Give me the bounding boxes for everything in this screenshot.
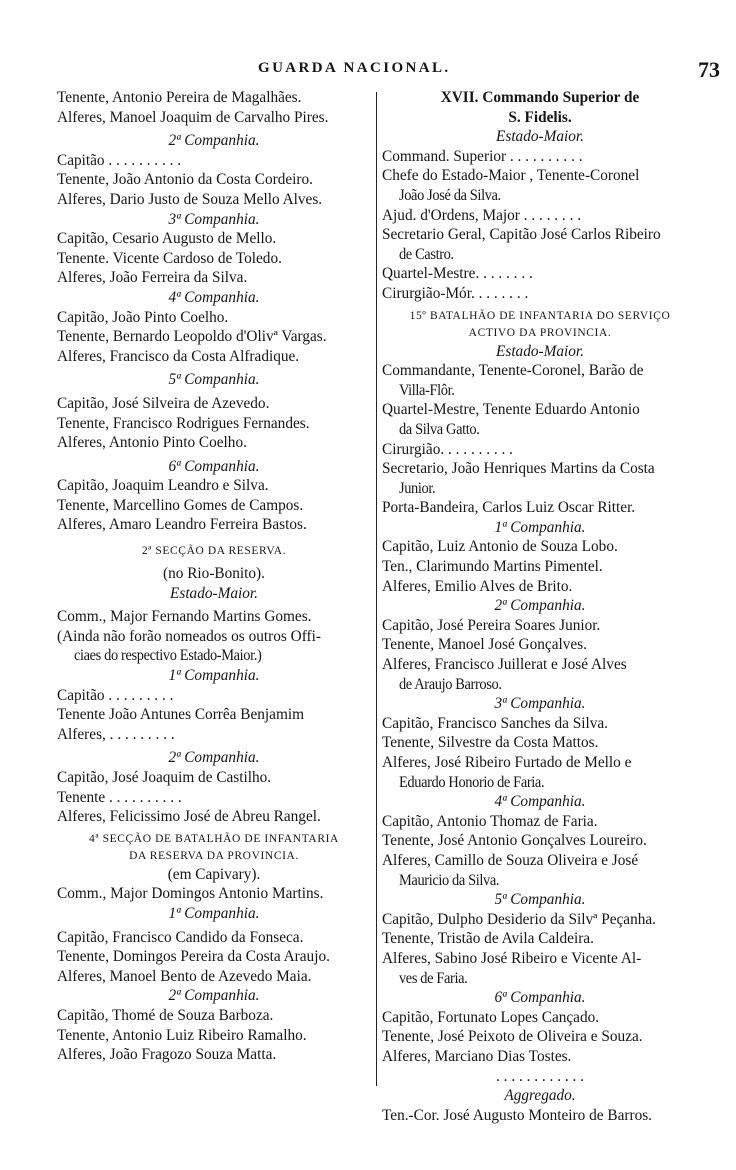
text-line: Alferes, . . . . . . . . . <box>57 725 175 743</box>
company-heading: 2ª Companhia. <box>168 749 260 767</box>
text-line: Alferes, Francisco Juillerat e José Alves <box>382 656 627 674</box>
text-line: Capitão, José Silveira de Azevedo. <box>57 394 270 412</box>
text-line: Capitão, Luiz Antonio de Souza Lobo. <box>382 538 618 556</box>
text-line: Capitão, Francisco Sanches da Silva. <box>382 714 609 732</box>
text-line: Capitão, Joaquim Leandro e Silva. <box>57 477 269 495</box>
location-line: (em Capivary). <box>167 865 261 883</box>
text-line: Alferes, José Ribeiro Furtado de Mello e <box>382 754 632 771</box>
text-line: Command. Superior . . . . . . . . . . <box>382 147 583 165</box>
text-line: Capitão, Fortunato Lopes Cançado. <box>382 1008 600 1026</box>
text-line: Tenente, Bernardo Leopoldo d'Olivª Vargas. <box>57 328 327 346</box>
company-heading: 2ª Companhia. <box>494 597 586 615</box>
text-line: Tenente, Domingos Pereira da Costa Araujo. <box>57 948 330 966</box>
company-heading: 5ª Companhia. <box>168 371 260 389</box>
text-line: da Silva Gatto. <box>398 420 480 438</box>
text-line: Capitão, Antonio Thomaz de Faria. <box>382 812 598 830</box>
staff-heading: Estado-Maior. <box>496 342 584 360</box>
text-line: Alferes, Manoel Joaquim de Carvalho Pires. <box>57 108 329 126</box>
text-line: Commandante, Tenente-Coronel, Barão de <box>382 362 644 380</box>
text-line: Alferes, João Ferreira da Silva. <box>57 269 248 287</box>
company-heading: 4ª Companhia. <box>494 793 586 811</box>
section-heading: 15º BATALHÃO DE INFANTARIA DO SERVIÇO <box>409 309 671 322</box>
staff-heading: Estado-Maior. <box>170 584 258 602</box>
text-line: Capitão, Francisco Candido da Fonseca. <box>57 928 304 946</box>
text-line: Quartel-Mestre, Tenente Eduardo Antonio <box>382 401 640 419</box>
right-column <box>382 88 698 1125</box>
company-heading: 3ª Companhia. <box>168 210 260 228</box>
running-title: GUARDA NACIONAL. <box>258 60 451 76</box>
text-line: Tenente, Francisco Rodrigues Fernandes. <box>57 414 310 432</box>
text-line: Porta-Bandeira, Carlos Luiz Oscar Ritter. <box>382 499 636 517</box>
text-line: Comm., Major Domingos Antonio Martins. <box>57 885 324 903</box>
company-heading: 1ª Companhia. <box>494 518 586 536</box>
text-line: Capitão . . . . . . . . . . <box>57 151 182 169</box>
text-line: Capitão, Cesario Augusto de Mello. <box>57 230 277 248</box>
text-line: Alferes, Dario Justo de Souza Mello Alves. <box>57 190 323 208</box>
text-line: de Araujo Barroso. <box>398 675 502 693</box>
text-line: Mauricio da Silva. <box>398 871 500 889</box>
company-heading: 4ª Companhia. <box>168 288 260 306</box>
text-line: Alferes, João Fragozo Souza Matta. <box>57 1046 277 1064</box>
text-line: Tenente, José Antonio Gonçalves Loureiro. <box>382 832 647 850</box>
text-line: Alferes, Amaro Leandro Ferreira Bastos. <box>57 516 307 534</box>
text-line: Alferes, Camillo de Souza Oliveira e José <box>382 851 639 869</box>
text-line: Junior. <box>398 479 436 497</box>
command-heading: S. Fidelis. <box>508 108 572 126</box>
page-header <box>0 57 736 82</box>
text-line: Tenente, Silvestre da Costa Mattos. <box>382 734 599 752</box>
text-line: Alferes, Marciano Dias Tostes. <box>382 1047 572 1065</box>
company-heading: 3ª Companhia. <box>494 695 586 713</box>
company-heading: 2ª Companhia. <box>168 987 260 1005</box>
left-column <box>57 88 371 1065</box>
text-line: Tenente, José Peixoto de Oliveira e Souza. <box>382 1028 643 1046</box>
company-heading: 1ª Companhia. <box>168 667 260 685</box>
text-line: Capitão, Dulpho Desiderio da Silvª Peçanha. <box>382 910 656 928</box>
command-heading: XVII. Commando Superior de <box>440 89 640 106</box>
company-heading: 6ª Companhia. <box>494 989 586 1007</box>
text-line: Capitão, Thomé de Souza Barboza. <box>57 1006 274 1024</box>
text-line: Tenente, Tristão de Avila Caldeira. <box>382 930 594 948</box>
text-line: Capitão, José Joaquim de Castilho. <box>57 769 272 786</box>
text-line: Cirurgião. . . . . . . . . . <box>382 440 514 458</box>
section-heading: 2ª SECÇÃO DA RESERVA. <box>141 545 287 558</box>
text-line: Alferes, Felicissimo José de Abreu Rangel. <box>57 808 321 826</box>
text-line: Comm., Major Fernando Martins Gomes. <box>57 608 312 626</box>
company-heading: 2ª Companhia. <box>168 132 260 150</box>
staff-heading: Estado-Maior. <box>496 128 584 146</box>
text-line: Alferes, Emilio Alves de Brito. <box>382 577 573 595</box>
text-line: Secretario, João Henriques Martins da Costa <box>382 460 655 478</box>
text-line: Secretario Geral, Capitão José Carlos Ribeiro <box>382 226 661 244</box>
text-line: Ajud. d'Ordens, Major . . . . . . . . <box>382 206 582 224</box>
text-line: Alferes, Antonio Pinto Coelho. <box>57 434 247 452</box>
text-line: Ten.-Cor. José Augusto Monteiro de Barros. <box>382 1106 652 1124</box>
text-line: Tenente, Antonio Luiz Ribeiro Ramalho. <box>57 1026 307 1044</box>
text-line: Cirurgião-Mór. . . . . . . . <box>382 284 529 302</box>
text-line: Tenente João Antunes Corrêa Benjamim <box>57 706 305 724</box>
text-line: Tenente, João Antonio da Costa Cordeiro. <box>57 171 313 189</box>
text-line: Chefe do Estado-Maior , Tenente-Coronel <box>382 167 640 185</box>
text-line: (Ainda não forão nomeados os outros Offi- <box>57 627 321 645</box>
text-line: Alferes, Francisco da Costa Alfradique. <box>57 347 300 365</box>
section-heading: DA RESERVA DA PROVINCIA. <box>129 849 299 862</box>
column-divider <box>376 92 377 1086</box>
text-line: Tenente, Marcellino Gomes de Campos. <box>57 496 304 514</box>
text-line: de Castro. <box>398 245 454 263</box>
section-heading: ACTIVO DA PROVINCIA. <box>468 326 612 339</box>
text-line: ciaes do respectivo Estado-Maior.) <box>73 647 262 665</box>
text-line: Capitão, José Pereira Soares Junior. <box>382 616 601 634</box>
text-line: Capitão, João Pinto Coelho. <box>57 308 229 326</box>
text-line: Quartel-Mestre. . . . . . . . <box>382 265 533 283</box>
text-line: Tenente. Vicente Cardoso de Toledo. <box>57 249 282 267</box>
aggregate-heading: Aggregado. <box>504 1087 576 1105</box>
text-line: Alferes, Manoel Bento de Azevedo Maia. <box>57 967 312 985</box>
company-heading: 6ª Companhia. <box>168 457 260 475</box>
text-line: Ten., Clarimundo Martins Pimentel. <box>382 558 603 576</box>
section-heading: 4ª SECÇÃO DE BATALHÃO DE INFANTARIA <box>89 832 339 845</box>
text-line: Villa-Flôr. <box>398 381 455 399</box>
text-line: ves de Faria. <box>398 969 468 987</box>
company-heading: 5ª Companhia. <box>494 891 586 909</box>
page-number: 73 <box>698 57 720 82</box>
dotted-separator: . . . . . . . . . . . . <box>496 1067 584 1085</box>
text-line: Tenente, Antonio Pereira de Magalhães. <box>57 89 302 106</box>
text-line: Tenente, Manoel José Gonçalves. <box>382 636 587 654</box>
text-line: Capitão . . . . . . . . . <box>57 686 174 704</box>
location-line: (no Rio-Bonito). <box>163 565 265 583</box>
company-heading: 1ª Companhia. <box>168 904 260 922</box>
text-line: Eduardo Honorio de Faria. <box>398 773 545 791</box>
text-line: João José da Silva. <box>398 186 501 204</box>
text-line: Tenente . . . . . . . . . . <box>57 788 182 806</box>
text-line: Alferes, Sabino José Ribeiro e Vicente Al- <box>382 949 642 967</box>
